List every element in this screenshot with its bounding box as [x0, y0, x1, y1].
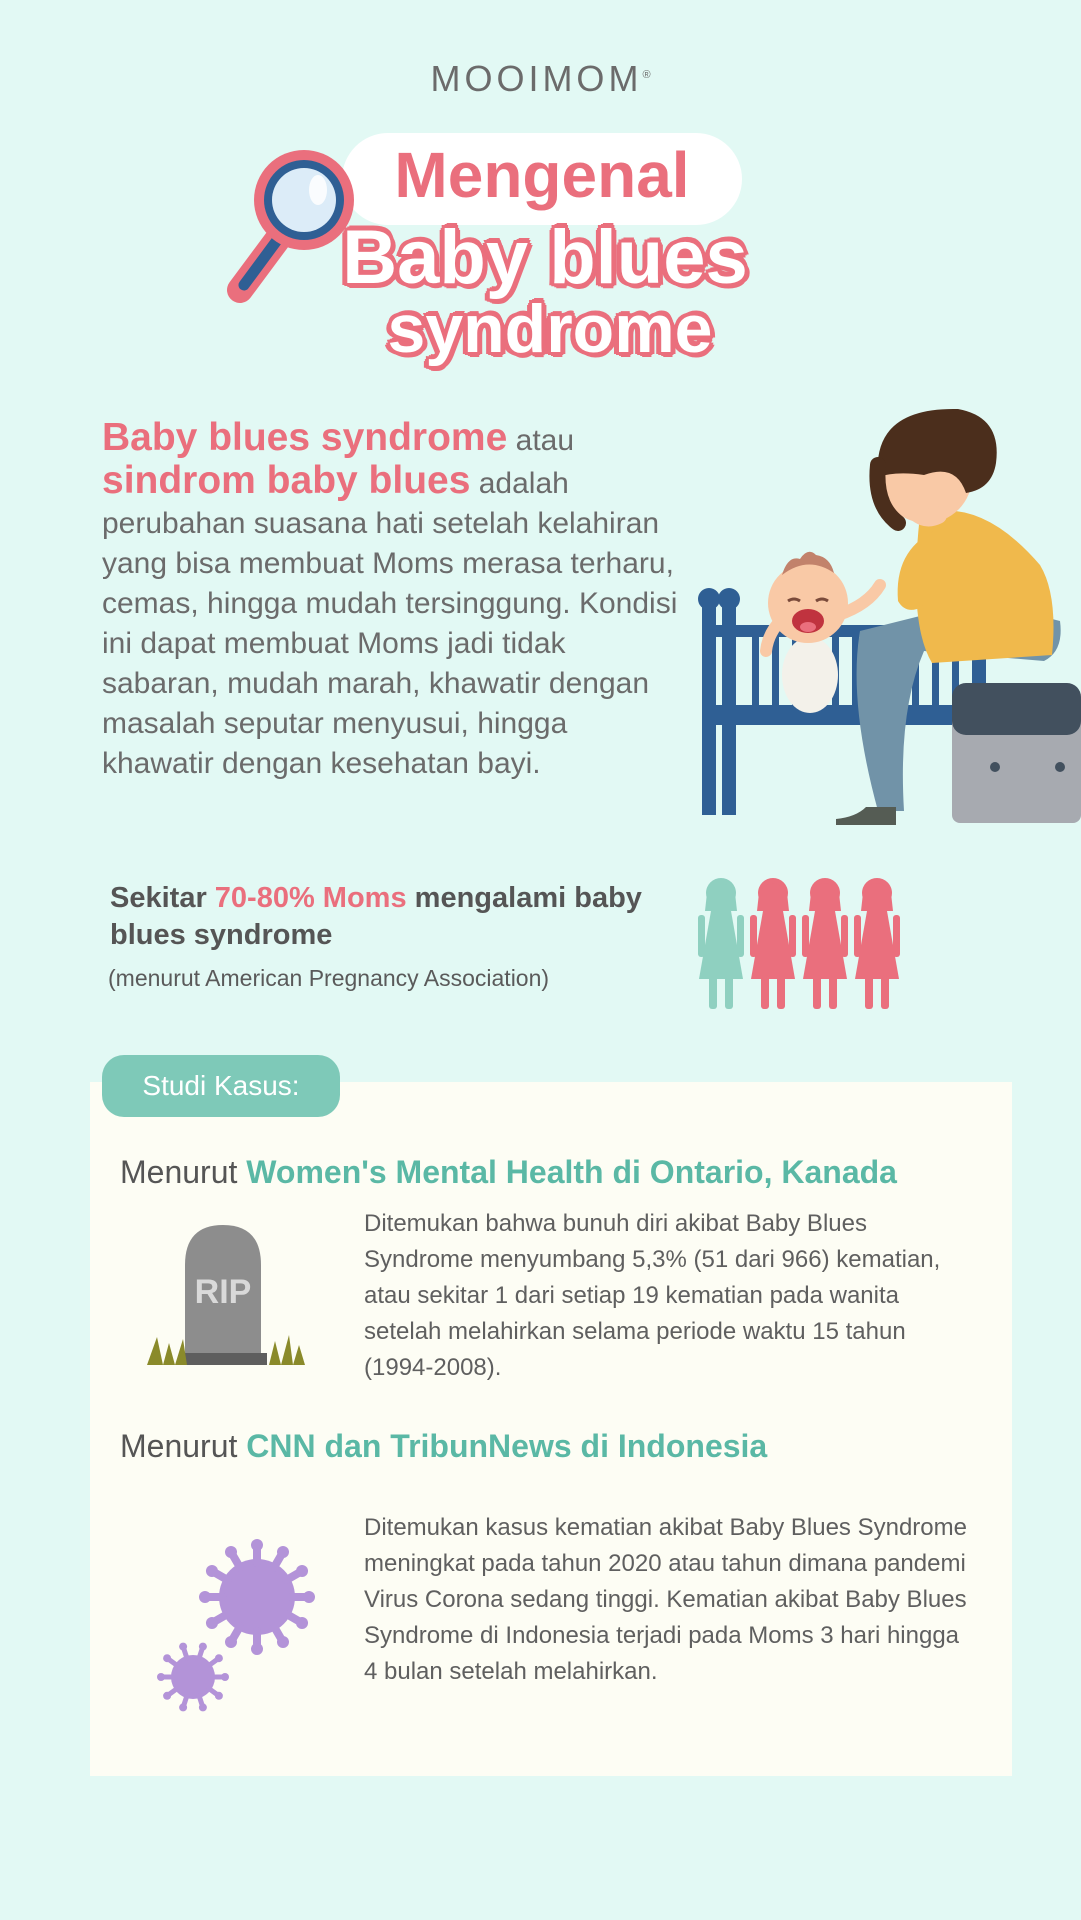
intro-term-1: Baby blues syndrome — [102, 416, 508, 459]
title-line-3: syndrome — [387, 291, 713, 367]
intro-text-2: adalah perubahan suasana hati setelah kelahiran yang bisa membuat Moms merasa terharu, cemas, hingga mudah tersinggung. Kondisi ini dapat membuat Moms jadi tidak sabaran, mudah marah, khawatir dengan masalah seputar menyusui, hingga khawatir dengan kesehatan bayi. — [102, 467, 678, 780]
woman-figures — [695, 875, 905, 1010]
title-line-1: Mengenal — [394, 139, 690, 211]
tombstone-icon — [145, 1225, 305, 1371]
case-1-heading — [120, 1154, 1000, 1191]
stat-highlight: 70-80% Moms — [214, 882, 407, 914]
case-2-prefix: Menurut — [120, 1428, 247, 1464]
case-study-tab: Studi Kasus: — [102, 1055, 340, 1117]
case-1-prefix: Menurut — [120, 1154, 247, 1190]
case-1-source: Women's Mental Health di Ontario, Kanada — [246, 1154, 897, 1190]
woman-figure-icon — [802, 878, 848, 1009]
tombstone-text: RIP — [194, 1273, 252, 1311]
brand-name: MOOIMOM — [430, 58, 643, 99]
stat-suffix: mengalami baby blues syndrome — [110, 882, 642, 951]
stat-text — [110, 880, 670, 954]
woman-figure-icon — [750, 878, 796, 1009]
woman-figure-icon — [698, 878, 744, 1009]
stat-prefix: Sekitar — [110, 882, 215, 914]
mother-baby-illustration — [690, 405, 1081, 825]
brand-logo — [0, 58, 1081, 100]
brand-mark: ® — [642, 69, 651, 81]
case-2-source: CNN dan TribunNews di Indonesia — [246, 1428, 768, 1464]
case-1-text: Ditemukan bahwa bunuh diri akibat Baby Blues Syndrome menyumbang 5,3% (51 dari 966) kematian, atau sekitar 1 dari setiap 19 kematian pada wanita setelah melahirkan selama periode waktu 15 tahun (1994-2008). — [364, 1210, 941, 1381]
stat-source: (menurut American Pregnancy Association) — [108, 965, 550, 991]
intro-paragraph — [102, 418, 682, 784]
woman-figure-icon — [854, 878, 900, 1009]
case-2-heading — [120, 1428, 1000, 1465]
title-line-2: Baby blues — [342, 215, 748, 300]
intro-term-2: sindrom baby blues — [102, 459, 471, 502]
intro-text-1: atau — [507, 424, 575, 457]
virus-icon — [155, 1535, 330, 1715]
case-2-text: Ditemukan kasus kematian akibat Baby Blues Syndrome meningkat pada tahun 2020 atau tahun dimana pandemi Virus Corona sedang tinggi. Kematian akibat Baby Blues Syndrome di Indonesia terjadi pada Moms 3 hari hingga 4 bulan setelah melahirkan. — [364, 1514, 967, 1685]
